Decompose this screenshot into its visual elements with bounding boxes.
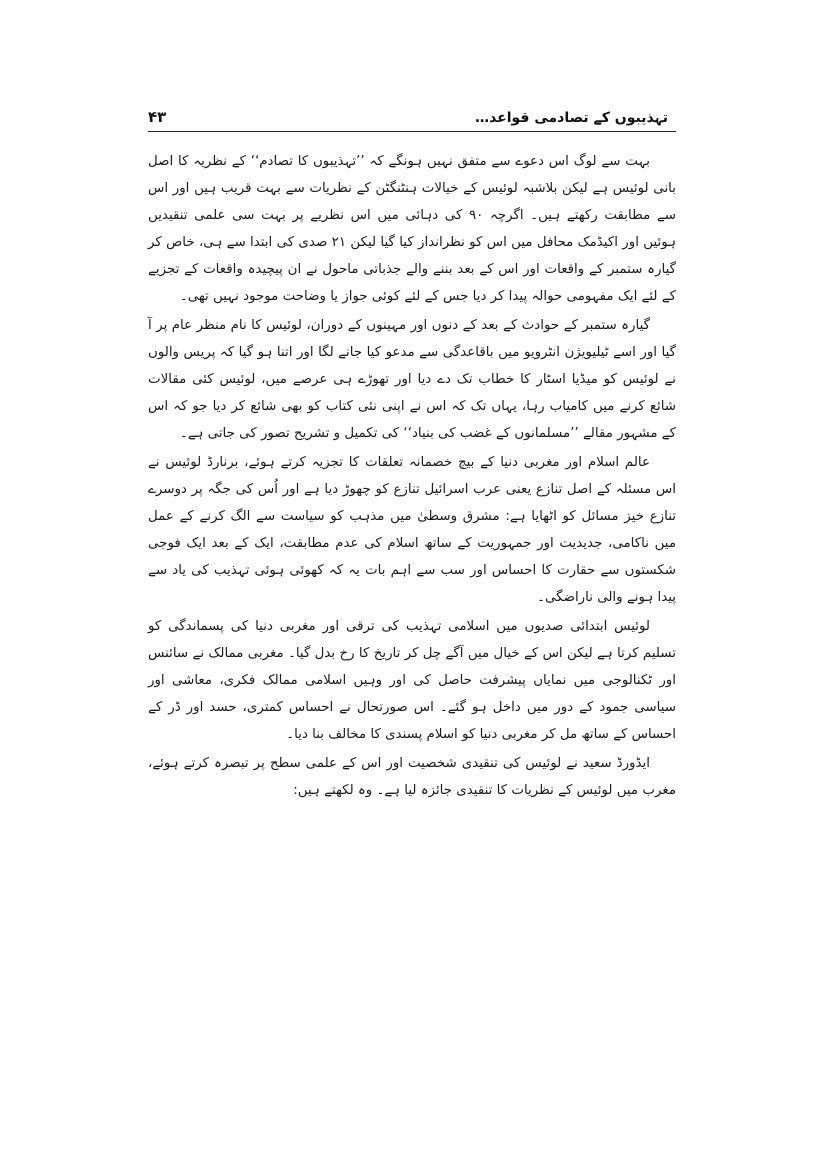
paragraph-5: ایڈورڈ سعید نے لوئیس کی تنقیدی شخصیت اور اس کے علمی سطح پر تبصرہ کرتے ہوئے، مغرب میں لوئیس کے نظریات کا تنقیدی جائزہ لیا ہے۔ وہ لکھتے ہیں: — [148, 756, 676, 798]
running-title: تہذیبوں کے تصادمی قواعد… — [475, 110, 668, 126]
paragraph-2: گیارہ ستمبر کے حوادث کے بعد کے دنوں اور مہینوں کے دوران، لوئیس کا نام منظر عام پر آ گیا اور اسے ٹیلیویژن انٹرویو میں باقاعدگی سے مدعو کیا جانے لگا اور اتنا ہو گیا کہ پریس والوں نے لوئیس کو میڈیا اسٹار کا خطاب تک دے دیا اور تھوڑے ہی عرصے میں، لوئیس کئی مقالات شائع کرنے میں کامیاب رہا، یہاں تک کہ اس نے اپنی نئی کتاب کو بھی شائع کر دیا جو کہ اس کے مشہور مقالے ’’مسلمانوں کے غضب کی بنیاد‘‘ کی تکمیل و تشریح تصور کی جاتی ہے۔ — [148, 318, 676, 441]
paragraph-1: بہت سے لوگ اس دعوے سے متفق نہیں ہونگے کہ ’’تہذیبوں کا تصادم‘‘ کے نظریہ کا اصل بانی لوئیس ہے لیکن بلاشبہ لوئیس کے خیالات ہنٹنگٹن کے نظریات سے بہت قریب ہیں اور اس سے مطابقت رکھتے ہیں۔ اگرچہ ۹۰ کی دہائی میں اس نظریے پر بہت سی علمی تنقیدیں ہوئیں اور اکیڈمک محافل میں اس کو نظرانداز کیا گیا لیکن ۲۱ صدی کی ابتدا سے ہی، خاص کر گیارہ ستمبر کے واقعات اور اس کے بعد بننے والے جذباتی ماحول نے ان پیچیدہ واقعات کے تجزیے کے لئے ایک مفہومی حوالہ پیدا کر دیا جس کے لئے کوئی جواز یا وضاحت موجود نہیں تھی۔ — [148, 154, 676, 304]
header-divider — [148, 131, 676, 132]
page-number: ۴۳ — [148, 108, 167, 126]
running-header — [148, 104, 668, 126]
paragraph-4: لوئیس ابتدائی صدیوں میں اسلامی تہذیب کی ترقی اور مغربی دنیا کی پسماندگی کو تسلیم کرتا ہے لیکن اس کے خیال میں آگے چل کر تاریخ کا رخ بدل گیا۔ مغربی ممالک نے سائنس اور ٹکنالوجی میں نمایاں پیشرفت حاصل کی اور وہیں اسلامی ممالک فکری، معاشی اور سیاسی جمود کے دور میں داخل ہو گئے۔ اس صورتحال نے احساس کمتری، حسد اور ڈر کے احساس کے ساتھ مل کر مغربی دنیا کو اسلام پسندی کا مخالف بنا دیا۔ — [148, 619, 676, 742]
body-text — [148, 148, 676, 806]
paragraph-3: عالم اسلام اور مغربی دنیا کے بیچ خصمانہ تعلقات کا تجزیہ کرتے ہوئے، برنارڈ لوئیس نے اس مسئلہ کے اصل تنازع یعنی عرب اسرائیل تنازع کو چھوڑ دیا ہے اور اُس کی جگہ پر دوسرے تنازع خیز مسائل کو اٹھایا ہے: مشرق وسطیٰ میں مذہب کو سیاست سے الگ کرنے کے عمل میں ناکامی، جدیدیت اور جمہوریت کے ساتھ اسلام کی عدم مطابقت، ایک کے بعد ایک فوجی شکستوں سے حقارت کا احساس اور سب سے اہم بات یہ کہ کھوئی ہوئی تہذیب کی یاد سے پیدا ہونے والی ناراضگی۔ — [148, 455, 676, 605]
